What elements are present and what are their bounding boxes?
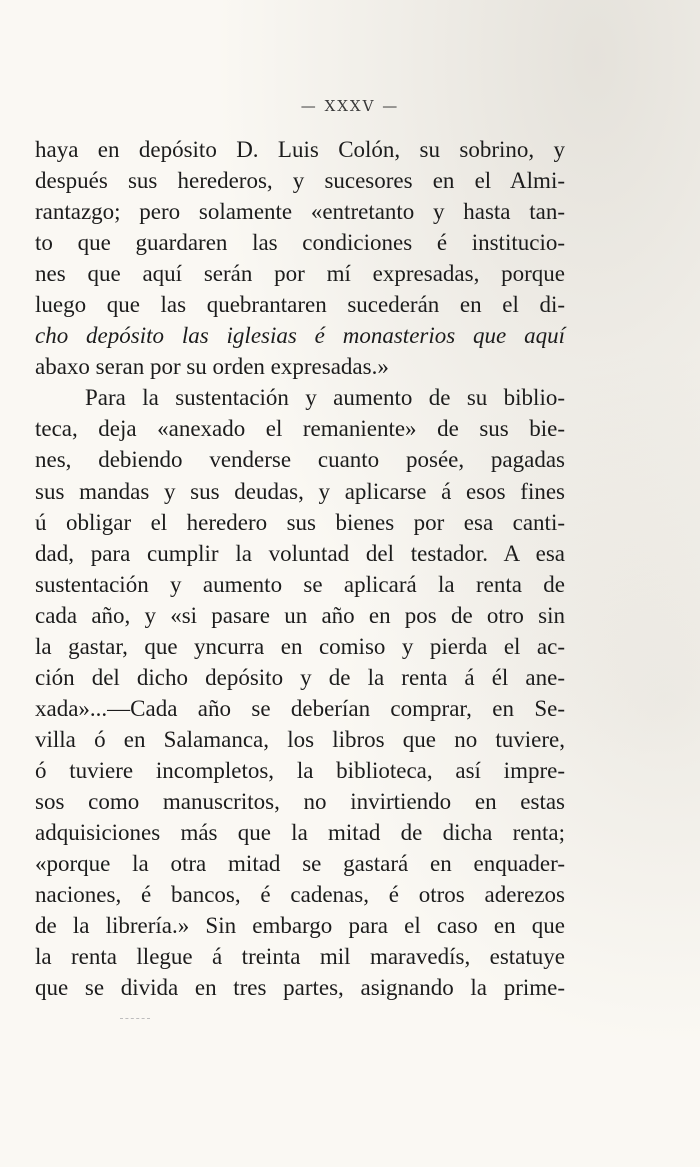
text-line: adquisiciones más que la mitad de dicha renta; [35,820,565,846]
text-line: ú obligar el heredero sus bienes por esa canti- [35,509,565,535]
text-line: ción del dicho depósito y de la renta á él ane- [35,664,565,690]
text-line: de la librería.» Sin embargo para el caso en que [35,913,565,939]
text-line: teca, deja «anexado el remaniente» de sus bie- [35,416,565,442]
text-line: «porque la otra mitad se gastará en enquader- [35,851,565,877]
text-line: que se divida en tres partes, asignando la prime- [35,975,565,1001]
page-number-header: — XXXV — [300,97,400,115]
text-line: haya en depósito D. Luis Colón, su sobrino, y [35,137,565,162]
text-line: ó tuviere incompletos, la biblioteca, así impre- [35,757,565,783]
text-line: la gastar, que yncurra en comiso y pierda el ac- [35,633,565,659]
text-line: sus mandas y sus deudas, y aplicarse á esos fines [35,478,565,504]
text-line: cada año, y «si pasare un año en pos de otro sin [35,602,565,628]
text-line: sustentación y aumento se aplicará la renta de [35,571,565,597]
text-line: Para la sustentación y aumento de su biblio- [85,385,565,411]
text-line: cho depósito las iglesias é monasterios que aquí [35,323,565,349]
text-line: luego que las quebrantaren sucederán en el di- [35,292,565,318]
text-line: to que guardaren las condiciones é institucio- [35,230,565,256]
text-line: xada»...—Cada año se deberían comprar, en Se- [35,695,565,721]
body-text [35,134,565,1003]
footer-mark [120,1018,150,1022]
text-line: la renta llegue á treinta mil maravedís, estatuye [35,944,565,970]
text-line: naciones, é bancos, é cadenas, é otros aderezos [35,882,565,908]
text-line: después sus herederos, y sucesores en el Almi- [35,168,565,194]
text-line: nes, debiendo venderse cuanto posée, pagadas [35,447,565,473]
text-line: villa ó en Salamanca, los libros que no tuviere, [35,726,565,752]
text-line: rantazgo; pero solamente «entretanto y hasta tan- [35,199,565,225]
text-line: abaxo seran por su orden expresadas.» [35,354,389,380]
text-line: dad, para cumplir la voluntad del testador. A esa [35,540,565,566]
text-line: sos como manuscritos, no invirtiendo en estas [35,788,565,814]
text-line: nes que aquí serán por mí expresadas, porque [35,261,565,287]
